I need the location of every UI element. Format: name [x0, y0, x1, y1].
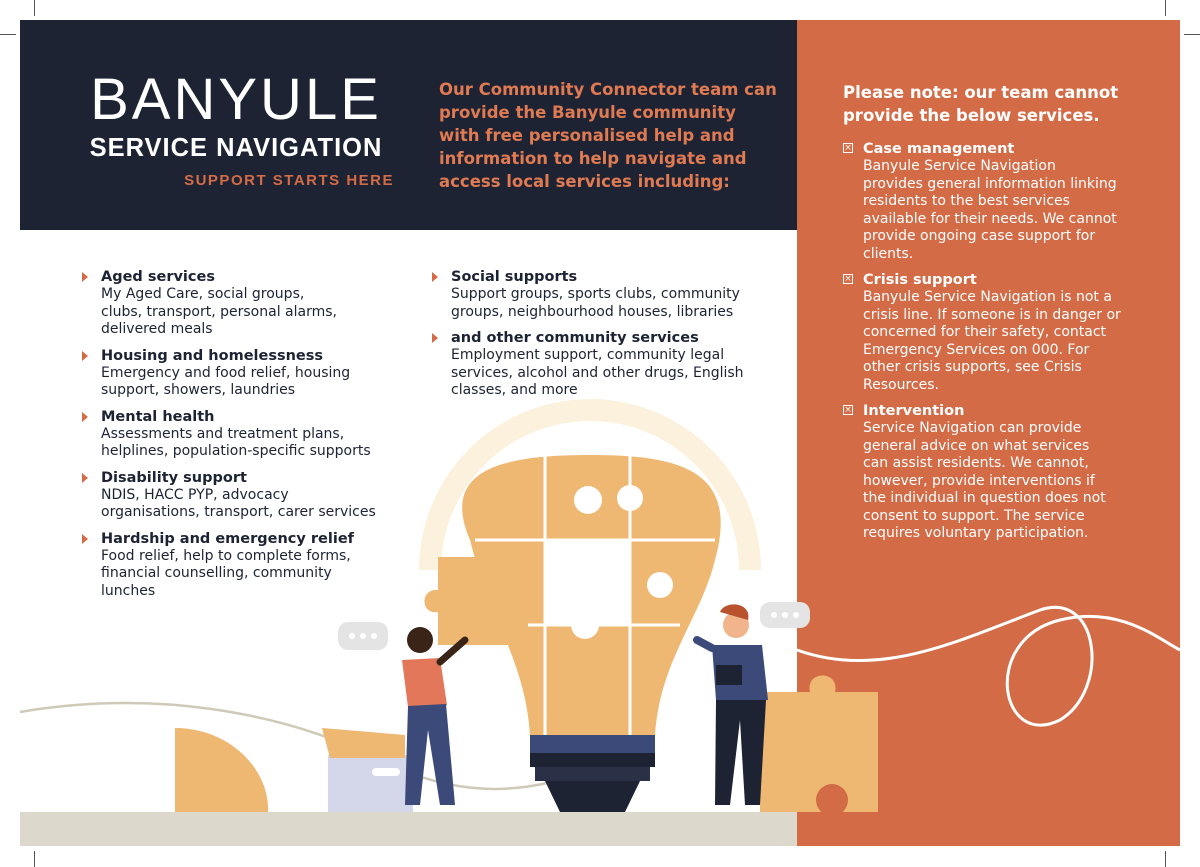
notice-item — [843, 140, 1143, 263]
notice-heading: Case management — [863, 141, 1015, 157]
woman-head — [407, 627, 433, 653]
service-item — [82, 347, 412, 400]
brand-title: BANYULE — [90, 67, 382, 132]
notice-description: Service Navigation can provide general advice on what services can assist residents. We cannot, however, provide interventions if the individual in question does not consent to support. The service requires voluntary participation. — [863, 420, 1106, 541]
services-left-column — [82, 268, 412, 608]
notice-heading: Intervention — [863, 403, 965, 419]
service-item — [82, 268, 412, 339]
man-pants — [715, 700, 766, 805]
notice-item — [843, 271, 1143, 394]
service-heading: Aged services — [101, 269, 215, 285]
service-item — [82, 408, 412, 461]
laptop — [716, 665, 742, 685]
triangle-bullet-icon — [432, 272, 438, 282]
service-item — [82, 530, 412, 601]
brand-tagline: SUPPORT STARTS HERE — [184, 172, 394, 189]
service-description: My Aged Care, social groups, clubs, transport, personal alarms, delivered meals — [101, 286, 337, 337]
service-description: Assessments and treatment plans, helplines, population-specific supports — [101, 425, 371, 459]
service-item — [82, 469, 412, 522]
held-puzzle-piece — [425, 557, 541, 645]
woman-pants — [405, 704, 455, 805]
floor-puzzle-left — [175, 728, 268, 812]
service-heading: Mental health — [101, 408, 215, 425]
service-item — [432, 268, 772, 321]
box — [328, 755, 413, 812]
triangle-bullet-icon — [82, 534, 88, 544]
service-description: Employment support, community legal services, alcohol and other drugs, English classes, and more — [451, 347, 744, 398]
decor-curve — [20, 703, 560, 789]
notice-item — [843, 402, 1143, 543]
service-description: Support groups, sports clubs, community groups, neighbourhood houses, libraries — [451, 286, 740, 320]
notice-list — [843, 140, 1143, 551]
service-description: NDIS, HACC PYP, advocacy organisations, transport, carer services — [101, 486, 376, 520]
service-heading: Housing and homelessness — [101, 347, 324, 364]
service-description: Food relief, help to complete forms, financial counselling, community lunches — [101, 547, 351, 599]
service-heading: Disability support — [101, 469, 247, 486]
service-heading: and other community services — [451, 330, 699, 346]
service-heading: Social supports — [451, 269, 578, 285]
triangle-bullet-icon — [82, 351, 88, 361]
triangle-bullet-icon — [82, 272, 88, 282]
intro-text: Our Community Connector team can provide the Banyule community with free personalised help and information to help navigate and access local services including: — [439, 80, 777, 191]
services-right-column — [432, 268, 772, 408]
triangle-bullet-icon — [82, 473, 88, 483]
crossed-box-icon: × — [844, 143, 852, 153]
service-description: Emergency and food relief, housing support, showers, laundries — [101, 364, 351, 398]
notice-title: Please note: our team cannot provide the below services. — [843, 83, 1119, 125]
notice-description: Banyule Service Navigation provides general information linking residents to the best services available for their needs. We cannot provide ongoing case support for clients. — [863, 158, 1117, 262]
crossed-box-icon: × — [844, 274, 852, 284]
notice-heading: Crisis support — [863, 272, 977, 288]
triangle-bullet-icon — [82, 412, 88, 422]
notice-description: Banyule Service Navigation is not a crisis line. If someone is in danger or concerned for their safety, contact Emergency Services on 000. For other crisis supports, see Crisis Resources. — [863, 289, 1121, 393]
brand-subtitle: SERVICE NAVIGATION — [89, 134, 383, 162]
speech-bubble-icon — [338, 622, 388, 650]
service-heading: Hardship and emergency relief — [101, 530, 354, 547]
crossed-box-icon: × — [844, 405, 852, 415]
triangle-bullet-icon — [432, 333, 438, 343]
bulb-base-blue — [530, 735, 655, 753]
service-item — [432, 329, 772, 400]
speech-bubble-icon — [760, 602, 810, 628]
